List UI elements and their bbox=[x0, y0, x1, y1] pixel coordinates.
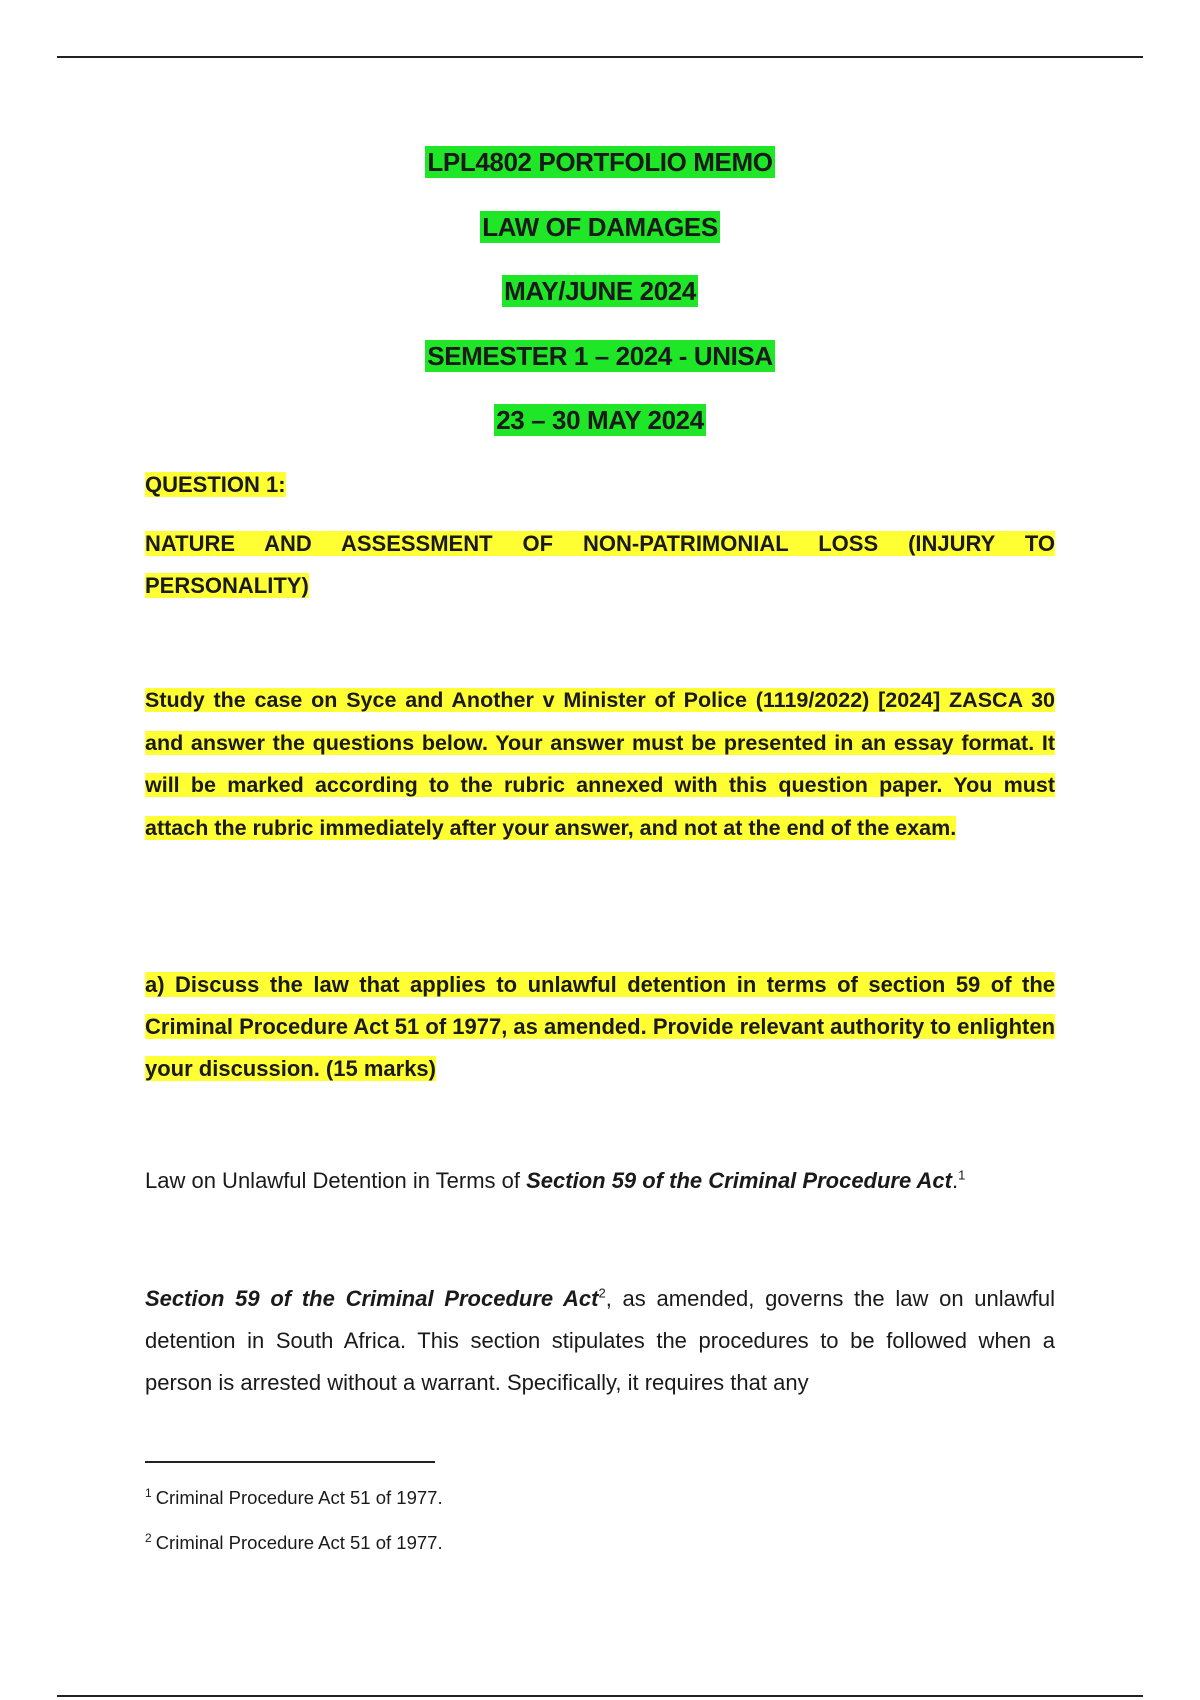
submission-dates: 23 – 30 MAY 2024 bbox=[496, 405, 704, 435]
footnote-number: 2 bbox=[145, 1531, 152, 1546]
exam-session: MAY/JUNE 2024 bbox=[504, 276, 696, 306]
document-title-block bbox=[0, 142, 1200, 465]
subject-title: LAW OF DAMAGES bbox=[482, 211, 718, 242]
footnote-separator bbox=[145, 1461, 435, 1463]
title-line bbox=[0, 207, 1200, 272]
answer-heading bbox=[145, 1163, 1055, 1199]
footnote-item bbox=[145, 1473, 1055, 1518]
page-top-rule bbox=[57, 56, 1143, 58]
footnote-text: Criminal Procedure Act 51 of 1977. bbox=[155, 1532, 443, 1554]
answer-paragraph bbox=[145, 1278, 1055, 1404]
footnote-ref-2[interactable]: 2 bbox=[598, 1285, 606, 1301]
title-line bbox=[0, 142, 1200, 207]
question-heading: NATURE AND ASSESSMENT OF NON-PATRIMONIAL LOSS (INJURY TO PERSONALITY) bbox=[145, 531, 1055, 598]
question-label: QUESTION 1: bbox=[145, 472, 286, 497]
answer-heading-act: Section 59 of the Criminal Procedure Act bbox=[526, 1168, 952, 1193]
footnote-item bbox=[145, 1518, 1055, 1563]
answer-paragraph-text: , as amended, governs the law on unlawful detention in South Africa. This section stipulates the procedures to be followed when a person is arrested without a warrant. Specifically, it requires that any bbox=[145, 1286, 1055, 1395]
sub-question-a: a) Discuss the law that applies to unlawful detention in terms of section 59 of the Criminal Procedure Act 51 of 1977, as amended. Provide relevant authority to enlighten your discussion. (15 marks) bbox=[145, 972, 1056, 1081]
page-bottom-rule bbox=[57, 1695, 1143, 1697]
title-line bbox=[0, 271, 1200, 336]
title-line bbox=[0, 400, 1200, 465]
semester-label: SEMESTER 1 – 2024 - UNISA bbox=[427, 340, 773, 371]
footnote-ref-1[interactable]: 1 bbox=[958, 1167, 966, 1183]
footnote-text: Criminal Procedure Act 51 of 1977. bbox=[155, 1487, 443, 1509]
answer-heading-suffix: . bbox=[951, 1168, 959, 1193]
course-title: LPL4802 PORTFOLIO MEMO bbox=[427, 147, 773, 177]
footnotes bbox=[145, 1473, 1055, 1563]
answer-paragraph-act: Section 59 of the Criminal Procedure Act bbox=[145, 1286, 599, 1311]
title-line bbox=[0, 336, 1200, 401]
question-instructions: Study the case on Syce and Another v Minister of Police (1119/2022) [2024] ZASCA 30 and answer the questions below. Your answer must be presented in an essay format. It will be marked according to the rubric annexed with this question paper. You must attach the rubric immediately after your answer, and not at the end of the exam. bbox=[145, 688, 1055, 840]
footnote-number: 1 bbox=[145, 1486, 152, 1500]
answer-heading-prefix: Law on Unlawful Detention in Terms of bbox=[145, 1168, 527, 1193]
